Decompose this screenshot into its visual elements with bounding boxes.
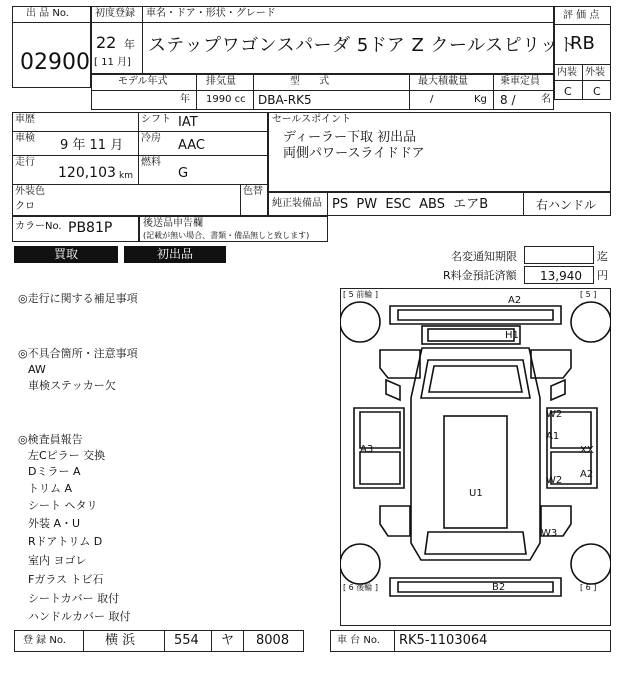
exterior-label: 外装 bbox=[585, 67, 605, 78]
spec-col-divider-4 bbox=[493, 74, 494, 110]
tire-front-left-label: [ 5 前輪 ] bbox=[343, 290, 378, 299]
hood-inner bbox=[428, 329, 514, 341]
capacity-label: 乗車定員 bbox=[500, 76, 540, 87]
mirror-right bbox=[551, 380, 565, 400]
model-grade-label: 車名・ドア・形状・グレード bbox=[146, 8, 276, 19]
fuel-value: G bbox=[178, 166, 189, 181]
plate-div-1 bbox=[83, 630, 84, 652]
first-reg-label: 初度登録 bbox=[95, 8, 135, 19]
capacity-value: 8 / bbox=[500, 93, 516, 107]
plate-area: 横 浜 bbox=[105, 633, 136, 648]
left-door-front bbox=[360, 412, 400, 448]
equipment-value: PS PW ESC ABS エアB bbox=[332, 197, 489, 212]
sales-point-1: ディーラー下取 初出品 bbox=[283, 130, 417, 145]
color-no-label: カラーNo. bbox=[15, 221, 62, 232]
rear-bumper-inner bbox=[398, 582, 553, 592]
exterior-grade: C bbox=[593, 85, 601, 98]
front-fender-left bbox=[380, 350, 420, 378]
tire-rear-left-label: [ 6 後輪 ] bbox=[343, 583, 378, 592]
displacement-value: 1990 cc bbox=[206, 94, 246, 105]
inspector-title: ◎検査員報告 bbox=[18, 433, 83, 446]
grade-sub-vertical bbox=[582, 64, 583, 100]
damage-mark: U1 bbox=[469, 488, 483, 499]
max-load-label: 最大積載量 bbox=[418, 76, 468, 87]
plate-number: 8008 bbox=[256, 633, 290, 648]
damage-mark: B2 bbox=[492, 582, 506, 593]
tire-rear-right bbox=[571, 544, 611, 584]
inspector-item: ハンドルカバー 取付 bbox=[28, 610, 131, 623]
details-row-div-2 bbox=[12, 155, 268, 156]
tire-rear-left bbox=[340, 544, 380, 584]
color-change-div bbox=[240, 184, 241, 216]
vehicle-diagram bbox=[340, 288, 611, 626]
inspector-item: シートカバー 取付 bbox=[28, 592, 120, 605]
max-load-unit: Kg bbox=[474, 94, 487, 105]
damage-mark: H1 bbox=[505, 330, 519, 341]
roof bbox=[444, 416, 507, 528]
damage-mark: W2 bbox=[546, 409, 563, 420]
recycle-label: R料金預託済額 bbox=[443, 269, 517, 282]
capacity-unit: 名 bbox=[541, 94, 551, 105]
recycle-unit: 円 bbox=[597, 269, 608, 282]
fuel-label: 燃料 bbox=[141, 157, 161, 168]
first-reg-year: 22 bbox=[96, 33, 117, 52]
defect-item: 車検ステッカー欠 bbox=[28, 379, 116, 392]
driving-notes-title: ◎走行に関する補足事項 bbox=[18, 292, 138, 305]
windshield-inner bbox=[429, 366, 522, 392]
model-year-label: モデル年式 bbox=[118, 76, 168, 87]
interior-grade: C bbox=[564, 85, 572, 98]
mileage-label: 走行 bbox=[15, 157, 35, 168]
tire-front-right bbox=[571, 302, 611, 342]
color-no-value: PB81P bbox=[68, 220, 113, 236]
buy-badge: 買取 bbox=[14, 246, 118, 263]
damage-mark: XX bbox=[580, 445, 594, 456]
model-year-unit: 年 bbox=[180, 94, 190, 105]
lot-label-divider bbox=[12, 22, 91, 23]
plate-label: 登 録 No. bbox=[23, 635, 66, 646]
details-left-box bbox=[12, 112, 268, 216]
history-label: 車歴 bbox=[15, 114, 35, 125]
chassis-label: 車 台 No. bbox=[337, 635, 380, 646]
damage-mark: W2 bbox=[546, 475, 563, 486]
spec-row-divider bbox=[91, 90, 554, 91]
sales-point-label: セールスポイント bbox=[272, 114, 352, 125]
rear-window bbox=[425, 532, 526, 554]
lot-number: 02900 bbox=[20, 50, 90, 75]
displacement-label: 排気量 bbox=[206, 76, 236, 87]
equipment-label: 純正装備品 bbox=[272, 198, 322, 209]
aftermarket-note: (記載が無い場合、書類・備品無しと致します) bbox=[143, 231, 310, 240]
mirror-left bbox=[386, 380, 400, 400]
aftermarket-label: 後送品申告欄 bbox=[143, 218, 203, 229]
title-header-divider bbox=[91, 22, 554, 23]
ac-value: AAC bbox=[178, 138, 205, 153]
type-label: 型 式 bbox=[290, 76, 330, 87]
recycle-amount: 13,940 bbox=[540, 269, 582, 283]
tire-front-right-label: [ 5 ] bbox=[580, 290, 597, 299]
inspector-item: Rドアトリム D bbox=[28, 535, 103, 548]
overall-grade: RB bbox=[570, 33, 595, 54]
vehicle-type: DBA-RK5 bbox=[258, 93, 312, 107]
grade-label-divider bbox=[554, 24, 611, 25]
front-bumper-outline bbox=[390, 306, 561, 324]
inspector-item: トリム A bbox=[28, 482, 73, 495]
inspector-item: 室内 ヨゴレ bbox=[28, 554, 87, 567]
left-door-rear bbox=[360, 452, 400, 484]
details-col-div bbox=[138, 112, 139, 184]
inspector-item: 左Cピラー 交換 bbox=[28, 449, 106, 462]
damage-mark: A2 bbox=[508, 295, 522, 306]
chassis-div bbox=[394, 630, 395, 652]
plate-kana: ヤ bbox=[221, 633, 235, 648]
chassis-number: RK5-1103064 bbox=[399, 633, 488, 648]
front-fender-right bbox=[531, 350, 571, 378]
inspector-item: Dミラー A bbox=[28, 465, 81, 478]
inspector-item: シート ヘタリ bbox=[28, 499, 98, 512]
shift-label: シフト bbox=[141, 114, 171, 125]
mileage-value: 120,103 bbox=[58, 165, 116, 181]
inspector-item: Fガラス トビ石 bbox=[28, 573, 104, 586]
name-change-unit: 迄 bbox=[597, 250, 608, 263]
car-name: ステップワゴンスパーダ 5ドア Z クールスピリット bbox=[148, 35, 577, 56]
grade-label: 評 価 点 bbox=[563, 10, 600, 21]
first-listing-badge: 初出品 bbox=[124, 246, 226, 263]
plate-class: 554 bbox=[174, 633, 199, 648]
steering-value: 右ハンドル bbox=[536, 198, 597, 212]
first-reg-month: [ 11 月] bbox=[94, 57, 131, 68]
interior-label: 内装 bbox=[557, 67, 577, 78]
name-change-label: 名変通知期限 bbox=[451, 250, 517, 263]
mileage-unit: km bbox=[119, 171, 133, 181]
spec-col-divider-2 bbox=[253, 74, 254, 110]
tire-rear-right-label: [ 6 ] bbox=[580, 583, 597, 592]
equipment-div-1 bbox=[327, 192, 328, 216]
defects-title: ◎不具合箇所・注意事項 bbox=[18, 347, 138, 360]
ac-label: 冷房 bbox=[141, 133, 161, 144]
first-reg-year-unit: 年 bbox=[124, 38, 135, 51]
details-row-div-1 bbox=[12, 131, 268, 132]
damage-mark: W3 bbox=[541, 528, 558, 539]
lot-label: 出 品 No. bbox=[26, 8, 69, 19]
max-load-slash: / bbox=[430, 94, 434, 105]
exterior-color-value: クロ bbox=[15, 201, 35, 212]
damage-mark: A2 bbox=[580, 469, 594, 480]
plate-div-3 bbox=[211, 630, 212, 652]
spec-col-divider-3 bbox=[409, 74, 410, 110]
rear-fender-left bbox=[380, 506, 410, 536]
plate-div-2 bbox=[164, 630, 165, 652]
front-bumper-inner bbox=[398, 310, 553, 320]
shift-value: IAT bbox=[178, 115, 198, 130]
name-change-box bbox=[524, 246, 594, 264]
defect-item: AW bbox=[28, 363, 46, 376]
damage-mark: A3 bbox=[360, 444, 374, 455]
tire-front-left bbox=[340, 302, 380, 342]
color-change-label: 色替 bbox=[243, 186, 263, 197]
spec-col-divider-1 bbox=[196, 74, 197, 110]
rear-bumper-outline bbox=[390, 578, 561, 596]
inspection-value: 9 年 11 月 bbox=[60, 138, 124, 153]
plate-div-4 bbox=[243, 630, 244, 652]
damage-mark: A1 bbox=[546, 431, 560, 442]
sales-point-2: 両側パワースライドドア bbox=[283, 146, 425, 161]
exterior-color-label: 外装色 bbox=[15, 186, 45, 197]
title-vertical-divider bbox=[142, 6, 143, 74]
inspection-label: 車検 bbox=[15, 133, 35, 144]
details-row-div-3 bbox=[12, 184, 268, 185]
inspector-item: 外装 A・U bbox=[28, 517, 81, 530]
equipment-div-2 bbox=[523, 192, 524, 216]
